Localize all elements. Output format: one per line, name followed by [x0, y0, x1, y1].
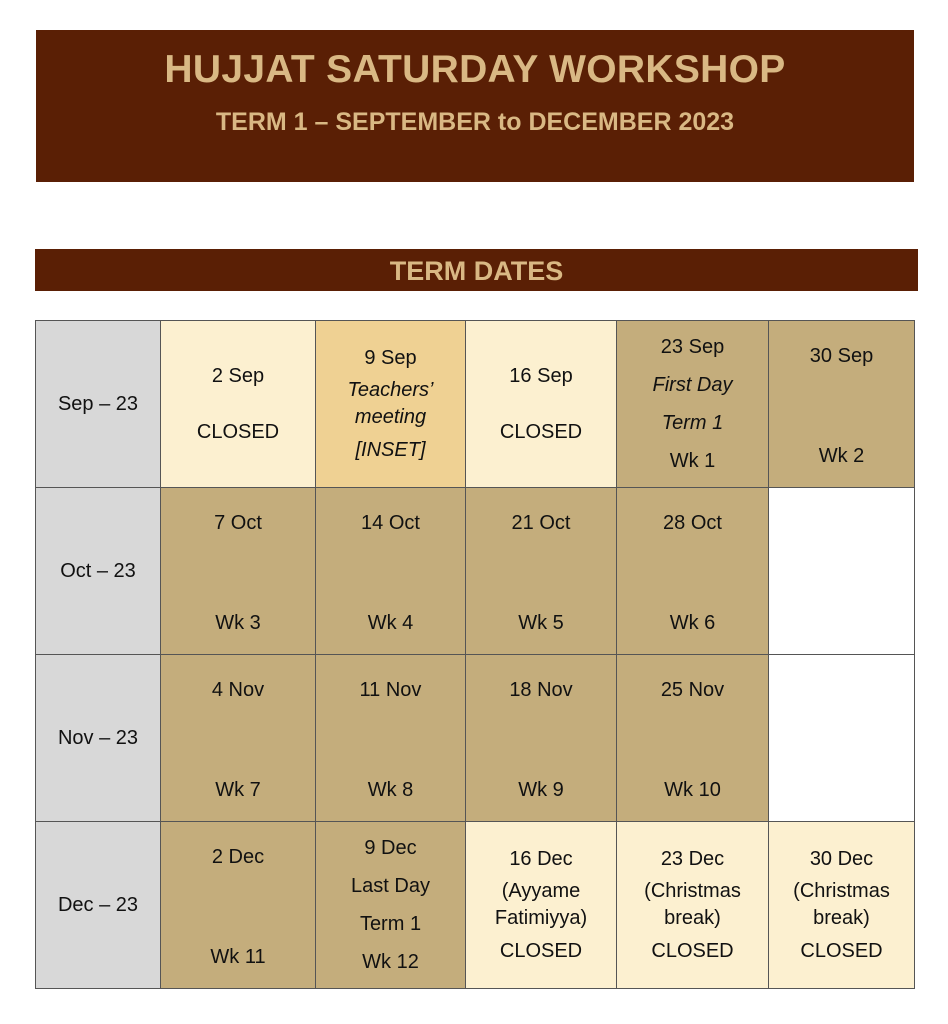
- date-label: 9 Dec: [364, 837, 417, 859]
- page-title: HUJJAT SATURDAY WORKSHOP: [164, 48, 786, 91]
- date-label: 4 Nov: [211, 679, 265, 701]
- date-cell: [617, 822, 769, 989]
- date-cell: [769, 822, 915, 989]
- section-title: TERM DATES: [35, 249, 918, 291]
- week-label: Wk 6: [669, 612, 716, 634]
- date-label: 30 Dec: [809, 848, 874, 870]
- note-label: meeting: [354, 406, 427, 428]
- date-cell: [466, 321, 617, 488]
- date-label: 30 Sep: [809, 345, 874, 367]
- header-banner: [36, 30, 914, 182]
- date-cell: [617, 488, 769, 655]
- note-label: Fatimiyya): [494, 907, 588, 929]
- date-cell: [316, 822, 466, 989]
- date-label: 21 Oct: [511, 512, 571, 534]
- week-label: Wk 12: [362, 951, 419, 973]
- date-cell: [769, 321, 915, 488]
- date-label: 18 Nov: [509, 679, 573, 701]
- date-label: 16 Sep: [509, 365, 573, 387]
- status-label: CLOSED: [499, 421, 583, 443]
- week-label: Wk 7: [215, 779, 261, 801]
- empty-cell: [769, 488, 915, 655]
- date-cell: [316, 655, 466, 822]
- date-cell: [161, 488, 316, 655]
- date-label: 25 Nov: [660, 679, 725, 701]
- date-cell: [466, 488, 617, 655]
- month-label: Sep – 23: [36, 321, 161, 488]
- date-cell: [617, 321, 769, 488]
- week-label: Wk 4: [367, 612, 414, 634]
- date-label: 16 Dec: [509, 848, 573, 870]
- note-label: First Day: [652, 374, 733, 396]
- note-label: [INSET]: [355, 439, 426, 461]
- note-label: Term 1: [359, 913, 422, 935]
- month-label: Dec – 23: [36, 822, 161, 989]
- week-label: Wk 3: [215, 612, 261, 634]
- week-label: Wk 8: [367, 779, 414, 801]
- status-label: CLOSED: [651, 940, 734, 962]
- month-label: Oct – 23: [36, 488, 161, 655]
- note-label: (Christmas: [644, 880, 741, 902]
- date-label: 2 Dec: [211, 846, 265, 868]
- status-label: CLOSED: [196, 421, 280, 443]
- date-label: 7 Oct: [214, 512, 262, 534]
- note-label: (Christmas: [793, 880, 890, 902]
- date-label: 11 Nov: [359, 679, 422, 701]
- date-label: 9 Sep: [364, 347, 417, 369]
- date-label: 23 Sep: [660, 336, 725, 358]
- week-label: Wk 5: [518, 612, 564, 634]
- empty-cell: [769, 655, 915, 822]
- date-cell: [316, 488, 466, 655]
- status-label: CLOSED: [800, 940, 883, 962]
- date-cell: [466, 655, 617, 822]
- week-label: Wk 11: [210, 946, 266, 968]
- note-label: Last Day: [351, 875, 430, 897]
- note-label: break): [813, 907, 870, 929]
- week-label: Wk 2: [818, 445, 865, 467]
- row-oct: [36, 488, 915, 655]
- date-cell: [316, 321, 466, 488]
- term-dates-table: [35, 320, 915, 989]
- status-label: CLOSED: [499, 940, 583, 962]
- row-dec: [36, 822, 915, 989]
- date-cell: [161, 655, 316, 822]
- date-cell: [161, 321, 316, 488]
- row-sep: [36, 321, 915, 488]
- week-label: Wk 9: [518, 779, 564, 801]
- date-label: 14 Oct: [361, 512, 420, 534]
- date-cell: [617, 655, 769, 822]
- note-label: Teachers’: [347, 379, 434, 401]
- date-label: 23 Dec: [660, 848, 725, 870]
- page-subtitle: TERM 1 – SEPTEMBER to DECEMBER 2023: [215, 108, 735, 136]
- row-nov: [36, 655, 915, 822]
- date-cell: [466, 822, 617, 989]
- date-label: 28 Oct: [663, 512, 722, 534]
- note-label: (Ayyame: [501, 880, 581, 902]
- week-label: Wk 1: [669, 450, 716, 472]
- month-label: Nov – 23: [36, 655, 161, 822]
- note-label: break): [664, 907, 721, 929]
- date-label: 2 Sep: [211, 365, 265, 387]
- note-label: Term 1: [661, 412, 724, 434]
- week-label: Wk 10: [664, 779, 721, 801]
- date-cell: [161, 822, 316, 989]
